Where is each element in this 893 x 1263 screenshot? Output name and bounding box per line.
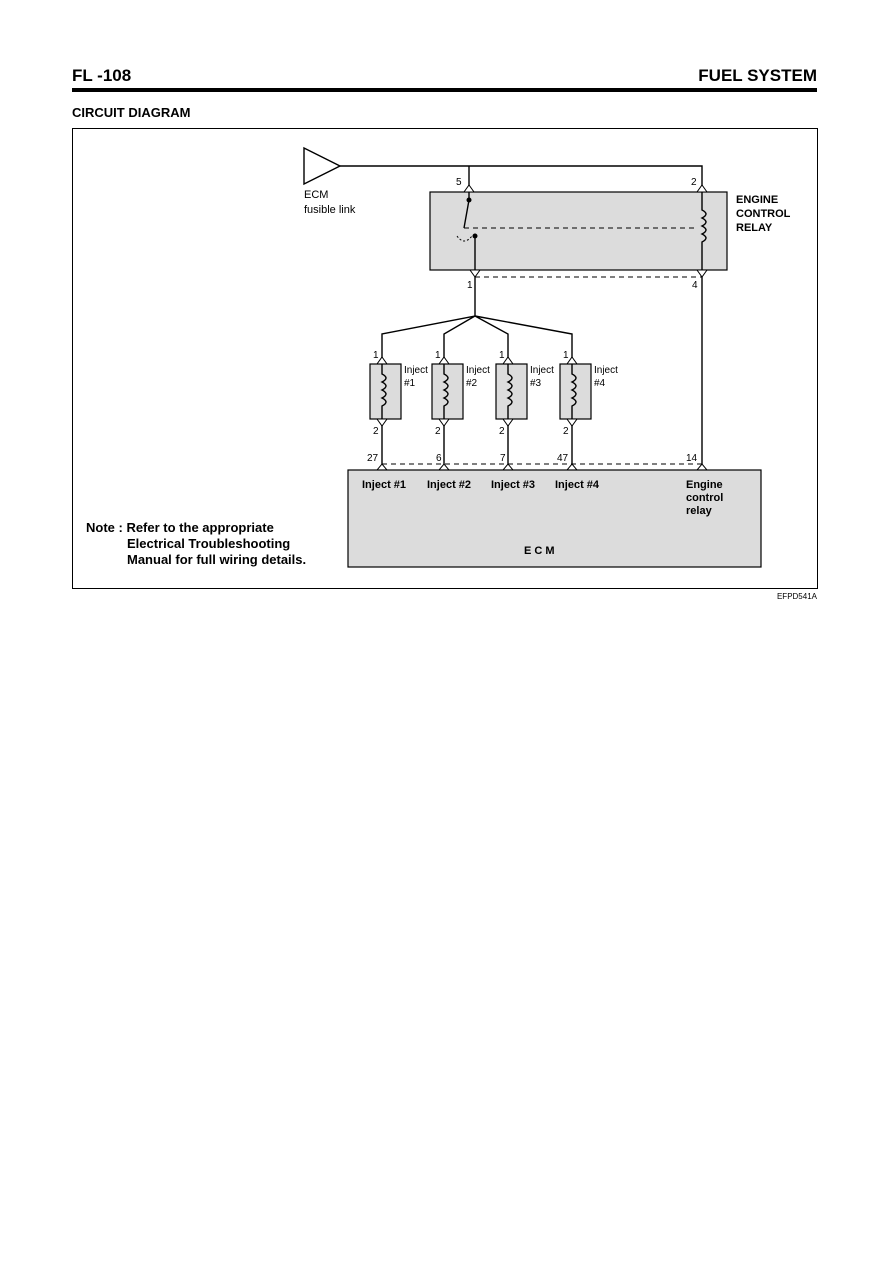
ecm-title: E C M — [524, 545, 555, 557]
page-subtitle: CIRCUIT DIAGRAM — [72, 105, 191, 120]
header-rule — [72, 88, 817, 92]
relay-pin-2-connector — [697, 185, 707, 192]
ecm-input-relay-2: control — [686, 492, 724, 504]
relay-pin-2: 2 — [691, 177, 697, 188]
injector-3-top-pin: 1 — [499, 350, 505, 361]
injector-2-bottom-connector — [439, 419, 449, 426]
note-line-2: Electrical Troubleshooting — [127, 536, 291, 551]
injector-1-bottom-pin: 2 — [373, 426, 379, 437]
injector-3-bottom-connector — [503, 419, 513, 426]
injector-2-bottom-pin: 2 — [435, 426, 441, 437]
ecm-pin-7: 7 — [500, 453, 506, 464]
note-line-1: Note : Refer to the appropriate — [86, 520, 274, 535]
circuit-diagram — [72, 128, 818, 590]
injector-1-body — [370, 364, 401, 419]
relay-pin-1: 1 — [467, 280, 473, 291]
injector-2-label-1: Inject — [466, 365, 490, 376]
ecm-input-inject-1: Inject #1 — [362, 479, 407, 491]
relay-pin-5-connector — [464, 185, 474, 192]
section-title: FUEL SYSTEM — [698, 66, 817, 85]
relay-label-1: ENGINE — [736, 194, 779, 206]
injector-1 — [370, 350, 428, 464]
fusible-link-symbol — [304, 148, 340, 184]
fusible-link-label-2: fusible link — [304, 204, 356, 216]
injector-2-top-pin: 1 — [435, 350, 441, 361]
injector-1-top-pin: 1 — [373, 350, 379, 361]
injector-4-bottom-pin: 2 — [563, 426, 569, 437]
ecm-pin-7-connector — [503, 464, 513, 470]
injector-2-label-2: #2 — [466, 378, 478, 389]
ecm-pin-27-connector — [377, 464, 387, 470]
relay-pin-4: 4 — [692, 280, 698, 291]
supply-wire — [340, 166, 702, 192]
relay-pin-1-connector — [470, 270, 480, 277]
ecm-pin-47: 47 — [557, 453, 569, 464]
relay-pin-4-connector — [697, 270, 707, 277]
ecm-input-inject-4: Inject #4 — [555, 479, 600, 491]
relay-label-3: RELAY — [736, 222, 773, 234]
ecm-input-relay-3: relay — [686, 505, 712, 517]
injector-3-body — [496, 364, 527, 419]
injector-4-label-1: Inject — [594, 365, 618, 376]
relay-switch-pivot — [467, 198, 472, 203]
injector-2-body — [432, 364, 463, 419]
ecm-pin-47-connector — [567, 464, 577, 470]
injector-2 — [432, 350, 490, 464]
ecm-pin-6: 6 — [436, 453, 442, 464]
injector-4-label-2: #4 — [594, 378, 606, 389]
fusible-link-label-1: ECM — [304, 189, 329, 201]
injector-feed-wire — [382, 277, 572, 358]
ecm-input-relay-1: Engine — [686, 479, 723, 491]
ecm-pin-14: 14 — [686, 453, 698, 464]
injector-3-label-2: #3 — [530, 378, 542, 389]
note-line-3: Manual for full wiring details. — [127, 552, 307, 567]
relay-pin-5: 5 — [456, 177, 462, 188]
injector-3-bottom-pin: 2 — [499, 426, 505, 437]
ecm-pin-27: 27 — [367, 453, 379, 464]
injector-1-label-1: Inject — [404, 365, 428, 376]
relay-label-2: CONTROL — [736, 208, 791, 220]
ecm-pin-6-connector — [439, 464, 449, 470]
injector-3 — [496, 350, 554, 464]
injector-1-bottom-connector — [377, 419, 387, 426]
injector-3-label-1: Inject — [530, 365, 554, 376]
injector-4-body — [560, 364, 591, 419]
page-number: FL -108 — [72, 66, 132, 85]
ecm-pin-14-connector — [697, 464, 707, 470]
injector-4 — [560, 350, 618, 464]
figure-code: EFPD541A — [776, 592, 817, 601]
injector-4-bottom-connector — [567, 419, 577, 426]
injector-4-top-pin: 1 — [563, 350, 569, 361]
injector-1-label-2: #1 — [404, 378, 416, 389]
ecm-input-inject-3: Inject #3 — [491, 479, 536, 491]
ecm-input-inject-2: Inject #2 — [427, 479, 472, 491]
